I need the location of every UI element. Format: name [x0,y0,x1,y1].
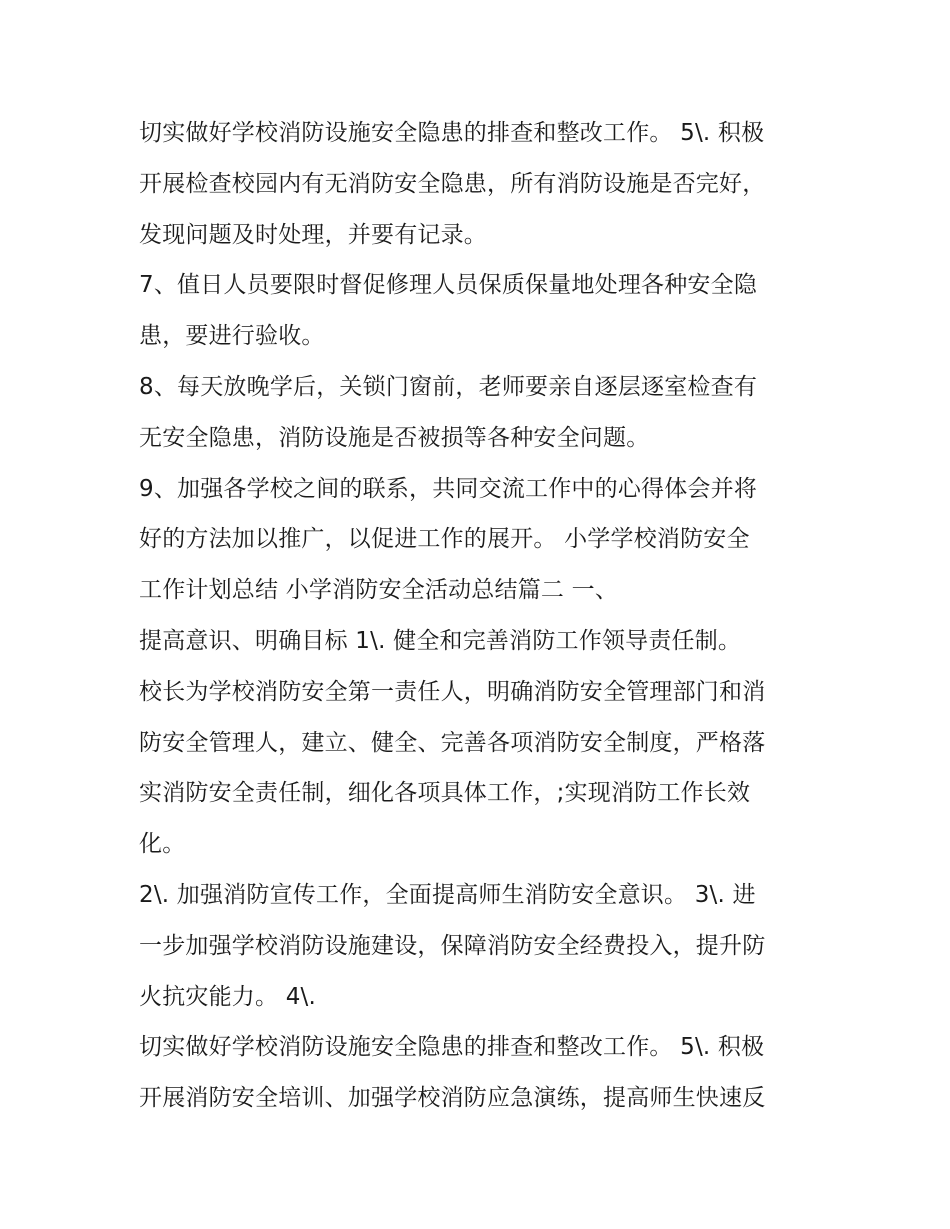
text-line: 化。 [139,831,186,858]
document-body [139,108,829,1124]
text-line: 切实做好学校消防设施安全隐患的排查和整改工作。 5\. 积极 [139,1034,765,1061]
text-line: 患，要进行验收。 [139,323,325,350]
text-line: 2\. 加强消防宣传工作，全面提高师生消防安全意识。 3\. 进 [139,881,756,908]
text-line: 防安全管理人，建立、健全、完善各项消防安全制度，严格落 [139,729,766,756]
text-line: 9、加强各学校之间的联系，共同交流工作中的心得体会并将 [139,475,758,502]
text-line: 火抗灾能力。 4\. [139,983,317,1010]
text-line: 开展检查校园内有无消防安全隐患，所有消防设施是否完好， [139,170,766,197]
text-line: 校长为学校消防安全第一责任人，明确消防安全管理部门和消 [139,678,766,705]
text-line: 无安全隐患，消防设施是否被损等各种安全问题。 [139,424,650,451]
text-line: 工作计划总结 小学消防安全活动总结篇二 一、 [139,577,619,604]
text-line: 一步加强学校消防设施建设，保障消防安全经费投入，提升防 [139,932,766,959]
text-line: 提高意识、明确目标 1\. 健全和完善消防工作领导责任制。 [139,627,742,654]
text-line: 开展消防安全培训、加强学校消防应急演练，提高师生快速反 [139,1085,766,1112]
text-line: 好的方法加以推广，以促进工作的展开。 小学学校消防安全 [139,526,750,553]
text-line: 实消防安全责任制，细化各项具体工作，;实现消防工作长效 [139,780,751,807]
text-line: 切实做好学校消防设施安全隐患的排查和整改工作。 5\. 积极 [139,120,765,146]
text-line: 8、每天放晚学后，关锁门窗前，老师要亲自逐层逐室检查有 [139,373,758,400]
text-line: 发现问题及时处理，并要有记录。 [139,221,487,248]
text-line: 7、值日人员要限时督促修理人员保质保量地处理各种安全隐 [139,272,758,299]
